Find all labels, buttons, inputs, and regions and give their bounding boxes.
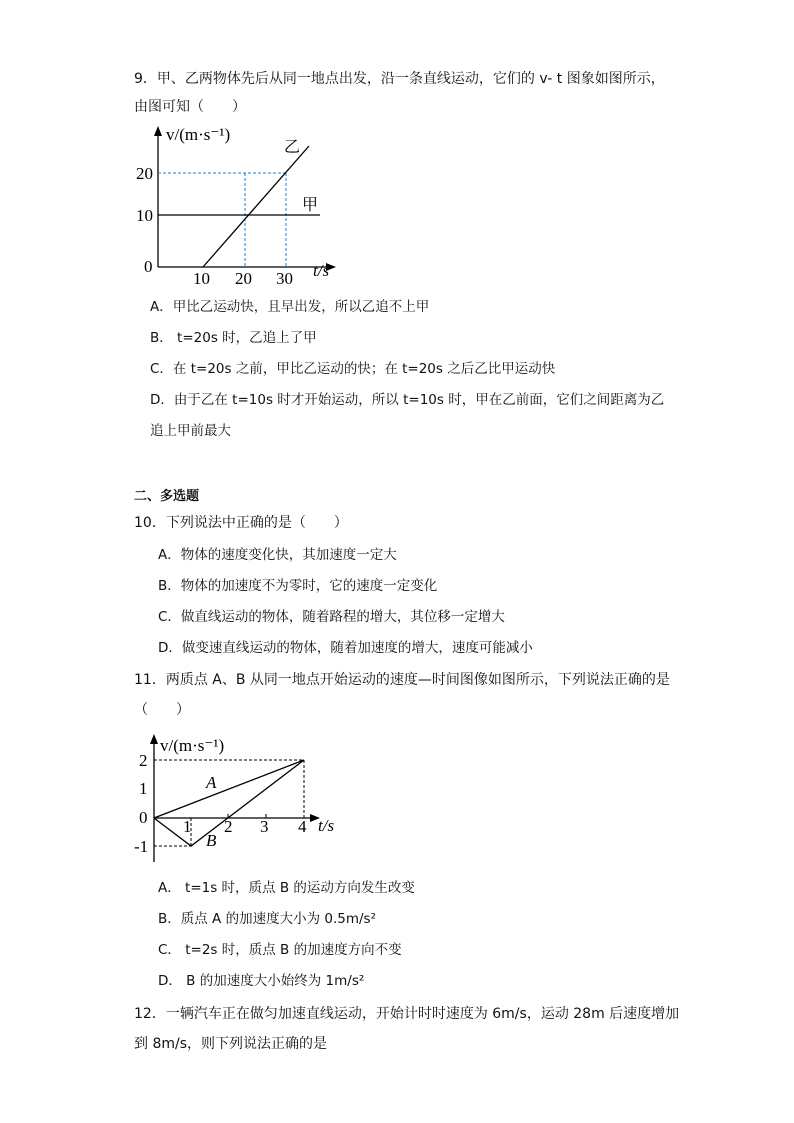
q11-label-b: B [206,831,217,850]
q9-option-d-line1: D．由于乙在 t=10s 时才开始运动，所以 t=10s 时，甲在乙前面，它们之间距离为乙 [150,392,665,408]
q9-option-c: C．在 t=20s 之前，甲比乙运动的快；在 t=20s 之后乙比甲运动快 [150,361,556,377]
q10-option-a: A．物体的速度变化快，其加速度一定大 [158,547,397,563]
q9-series-yi-label: 乙 [284,139,301,156]
q11-xtick-4: 4 [298,817,307,836]
q11-vt-graph [130,732,345,867]
q9-ytick-0: 0 [144,257,153,276]
q9-xlabel: t/s [313,261,330,280]
q9-ytick-20: 20 [136,164,153,183]
q11-option-d: D． B 的加速度大小始终为 1m/s² [158,973,365,989]
q11-xlabel: t/s [318,816,335,835]
q11-xtick-3: 3 [260,817,269,836]
q9-series-jia-label: 甲 [302,197,319,214]
section-multiple-choice-heading: 二、多选题 [134,489,200,504]
q11-ytick-neg1: -1 [134,837,149,856]
q9-stem-line2: 由图可知（ ） [134,99,246,115]
q9-ytick-10: 10 [136,206,153,225]
q10-option-d: D．做变速直线运动的物体，随着加速度的增大，速度可能减小 [158,640,533,656]
q10-option-b: B．物体的加速度不为零时，它的速度一定变化 [158,578,438,594]
q11-option-a: A． t=1s 时，质点 B 的运动方向发生改变 [158,880,415,896]
q11-option-b: B．质点 A 的加速度大小为 0.5m/s² [158,911,376,927]
q9-option-a: A．甲比乙运动快，且早出发，所以乙追不上甲 [150,299,430,315]
q11-ytick-0: 0 [139,808,148,827]
q12-stem-line1: 12．一辆汽车正在做匀加速直线运动，开始计时时速度为 6m/s，运动 28m 后速度增加 [134,1006,680,1022]
q9-xtick-10: 10 [193,269,210,288]
q11-stem-line1: 11．两质点 A、B 从同一地点开始运动的速度—时间图像如图所示，下列说法正确的是 [134,672,670,688]
q9-option-d-line2: 追上甲前最大 [150,423,231,439]
q10-stem: 10．下列说法中正确的是（ ） [134,515,348,531]
q9-stem-line1: 9．甲、乙两物体先后从同一地点出发，沿一条直线运动，它们的 v- t 图象如图所示， [134,71,665,87]
q9-vt-graph [130,124,340,289]
q11-xtick-1: 1 [183,817,192,836]
q9-xtick-20: 20 [235,269,252,288]
q9-option-b: B． t=20s 时，乙追上了甲 [150,330,317,346]
q11-label-a: A [206,773,217,792]
q11-option-c: C． t=2s 时，质点 B 的加速度方向不变 [158,942,402,958]
q12-stem-line2: 到 8m/s，则下列说法正确的是 [134,1036,328,1052]
q9-xtick-30: 30 [276,269,293,288]
q11-xtick-2: 2 [224,817,233,836]
q10-option-c: C．做直线运动的物体，随着路程的增大，其位移一定增大 [158,609,505,625]
q11-ytick-2: 2 [139,751,148,770]
q9-ylabel: v/(m·s⁻¹) [166,125,231,144]
q11-ytick-1: 1 [139,779,148,798]
q11-ylabel: v/(m·s⁻¹) [160,736,225,755]
q11-stem-line2: （ ） [134,702,190,718]
